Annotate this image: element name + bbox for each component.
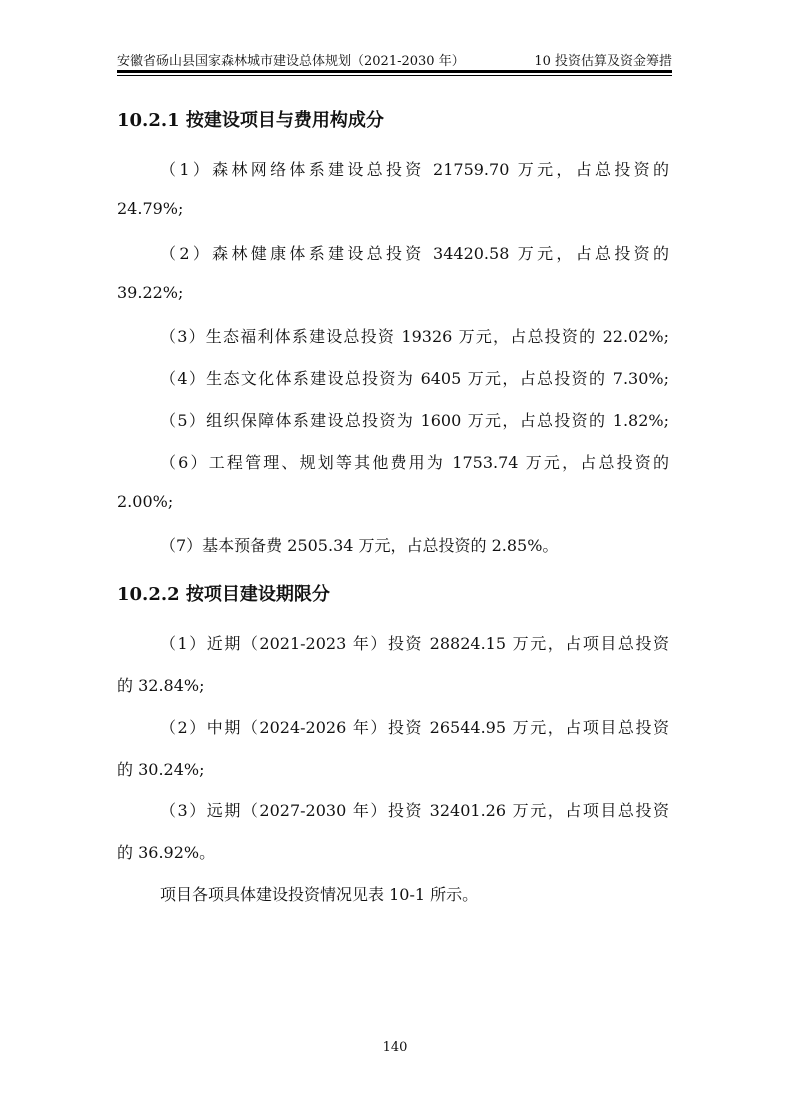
header-title: 安徽省砀山县国家森林城市建设总体规划（2021-2030 年） xyxy=(117,54,465,69)
header-chapter: 10 投资估算及资金筹措 xyxy=(534,54,672,69)
item-2-line-2: 39.22%; xyxy=(117,283,184,302)
item-5-line: （5）组织保障体系建设总投资为 1600 万元，占总投资的 1.82%; xyxy=(160,411,669,430)
period-3-line-1: （3）远期（2027-2030 年）投资 32401.26 万元，占项目总投资 xyxy=(160,801,669,820)
header-rule-thin xyxy=(117,75,672,76)
period-2-line-2: 的 30.24%; xyxy=(117,760,205,779)
period-2-line-1: （2）中期（2024-2026 年）投资 26544.95 万元，占项目总投资 xyxy=(160,718,669,737)
period-1-line-2: 的 32.84%; xyxy=(117,676,205,695)
section-heading-10-2-2: 10.2.2 按项目建设期限分 xyxy=(117,584,330,605)
item-2-line-1: （2）森林健康体系建设总投资 34420.58 万元，占总投资的 xyxy=(160,244,669,263)
item-4-line: （4）生态文化体系建设总投资为 6405 万元，占总投资的 7.30%; xyxy=(160,369,669,388)
item-3-line: （3）生态福利体系建设总投资 19326 万元，占总投资的 22.02%; xyxy=(160,327,669,346)
item-1-line-2: 24.79%; xyxy=(117,199,184,218)
item-7-line: （7）基本预备费 2505.34 万元，占总投资的 2.85%。 xyxy=(160,536,559,555)
section-heading-10-2-1: 10.2.1 按建设项目与费用构成分 xyxy=(117,110,384,131)
item-6-line-2: 2.00%; xyxy=(117,492,174,511)
page-number: 140 xyxy=(382,1040,408,1055)
item-6-line-1: （6）工程管理、规划等其他费用为 1753.74 万元，占总投资的 xyxy=(160,453,669,472)
period-3-line-2: 的 36.92%。 xyxy=(117,843,216,862)
item-1-line-1: （1）森林网络体系建设总投资 21759.70 万元，占总投资的 xyxy=(160,160,669,179)
header-rule-thick xyxy=(117,70,672,73)
period-1-line-1: （1）近期（2021-2023 年）投资 28824.15 万元，占项目总投资 xyxy=(160,634,669,653)
closing-paragraph: 项目各项具体建设投资情况见表 10-1 所示。 xyxy=(160,885,479,904)
